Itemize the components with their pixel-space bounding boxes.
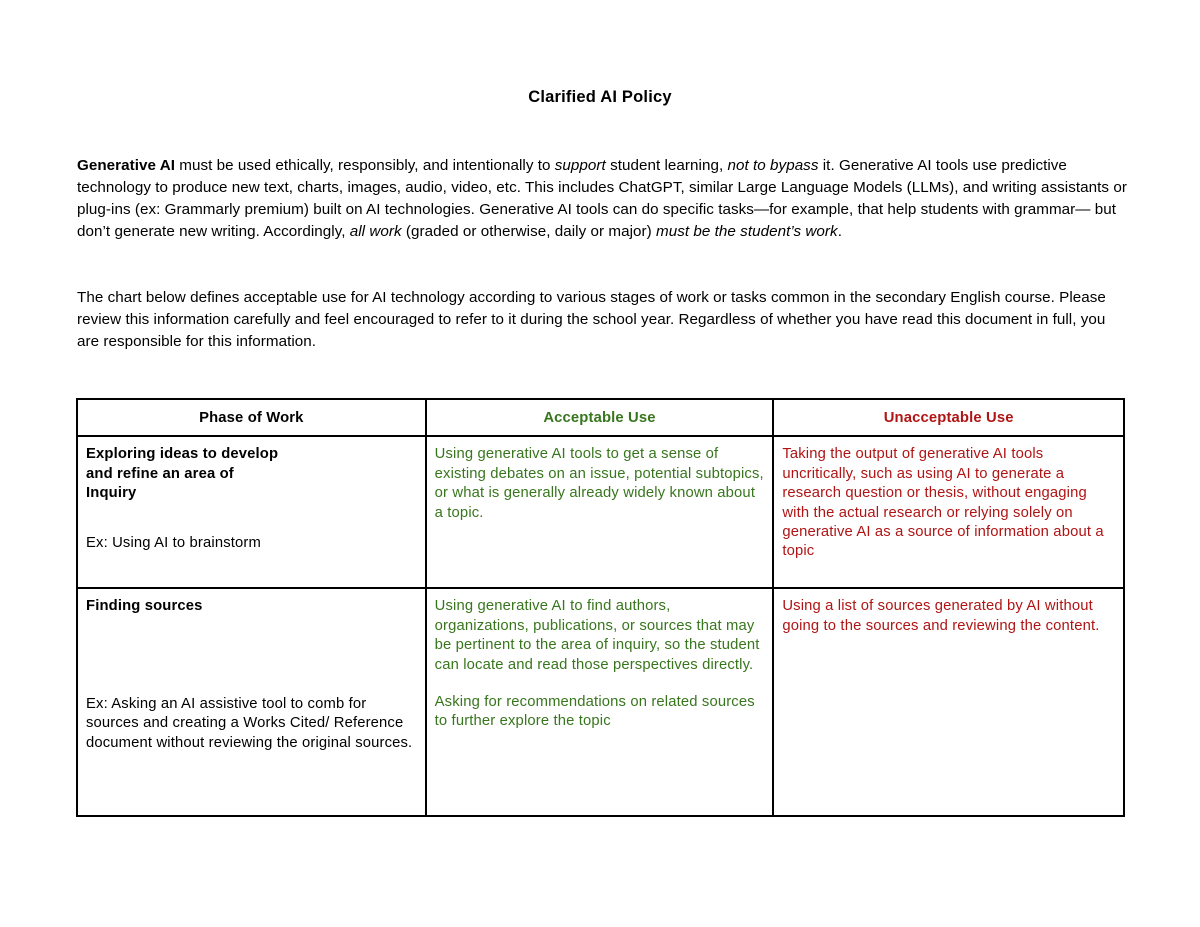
table-row (77, 588, 1124, 816)
unacceptable-cell: Using a list of sources generated by AI without going to the sources and reviewing the content. (773, 588, 1124, 816)
ai-use-table (76, 398, 1125, 817)
phase-title (86, 445, 417, 503)
chart-intro-paragraph: The chart below defines acceptable use for AI technology according to various stages of work or tasks common in the secondary English course. Please review this information carefully and feel encouraged to refer to it during the school year. Regardless of whether you have read this document in full, you are responsible for this information. (77, 289, 1106, 350)
intro-text-3: it. Generative AI tools use predictive technology to produce new text, charts, images, audio, video, etc. This includes ChatGPT, similar Large Language Models (LLMs), and writing assistants or plug-ins (ex: Grammarly premium) built on AI technologies. Generative AI tools can do specific tasks—for example, that help students with grammar— but don’t generate new writing. Accordingly, (77, 157, 1127, 240)
acceptable-cell (426, 588, 774, 816)
intro-em-students-work: must be the student’s work (656, 223, 838, 240)
acceptable-cell: Using generative AI tools to get a sense of existing debates on an issue, potential subtopics, or what is generally already widely known about a topic. (426, 436, 774, 588)
phase-example: Ex: Asking an AI assistive tool to comb for sources and creating a Works Cited/ Reference document without reviewing the original sources. (86, 695, 413, 751)
phase-title-line: Exploring ideas to develop (86, 446, 279, 463)
page-title: Clarified AI Policy (528, 88, 672, 106)
table-row (77, 436, 1124, 588)
header-acceptable: Acceptable Use (426, 399, 774, 436)
intro-em-all-work: all work (349, 223, 402, 240)
intro-paragraph (77, 155, 1127, 243)
phase-example: Ex: Using AI to brainstorm (86, 534, 261, 551)
table-header-row (77, 399, 1124, 436)
header-unacceptable: Unacceptable Use (773, 399, 1124, 436)
phase-title-line: and refine an area of (86, 465, 234, 482)
acceptable-extra-text: Asking for recommendations on related sources to further explore the topic (434, 694, 755, 730)
intro-text-4: (graded or otherwise, daily or major) (401, 223, 656, 240)
intro-text-2: student learning, (605, 157, 728, 174)
intro-text-5: . (837, 223, 842, 240)
phase-title: Finding sources (86, 598, 203, 615)
header-phase: Phase of Work (77, 399, 426, 436)
intro-em-support: support (554, 157, 606, 174)
intro-text-1: must be used ethically, responsibly, and intentionally to (175, 157, 555, 174)
phase-cell (77, 436, 426, 588)
phase-title-line: Inquiry (86, 485, 137, 502)
unacceptable-cell: Taking the output of generative AI tools uncritically, such as using AI to generate a research question or thesis, without engaging with the actual research or relying solely on generative AI as a source of information about a topic (773, 436, 1124, 588)
intro-term: Generative AI (77, 157, 176, 174)
phase-cell (77, 588, 426, 816)
intro-em-not-bypass: not to bypass (727, 157, 819, 174)
acceptable-text: Using generative AI to find authors, organizations, publications, or sources that may be pertinent to the area of inquiry, so the student can locate and read those perspectives directly. (434, 598, 760, 673)
